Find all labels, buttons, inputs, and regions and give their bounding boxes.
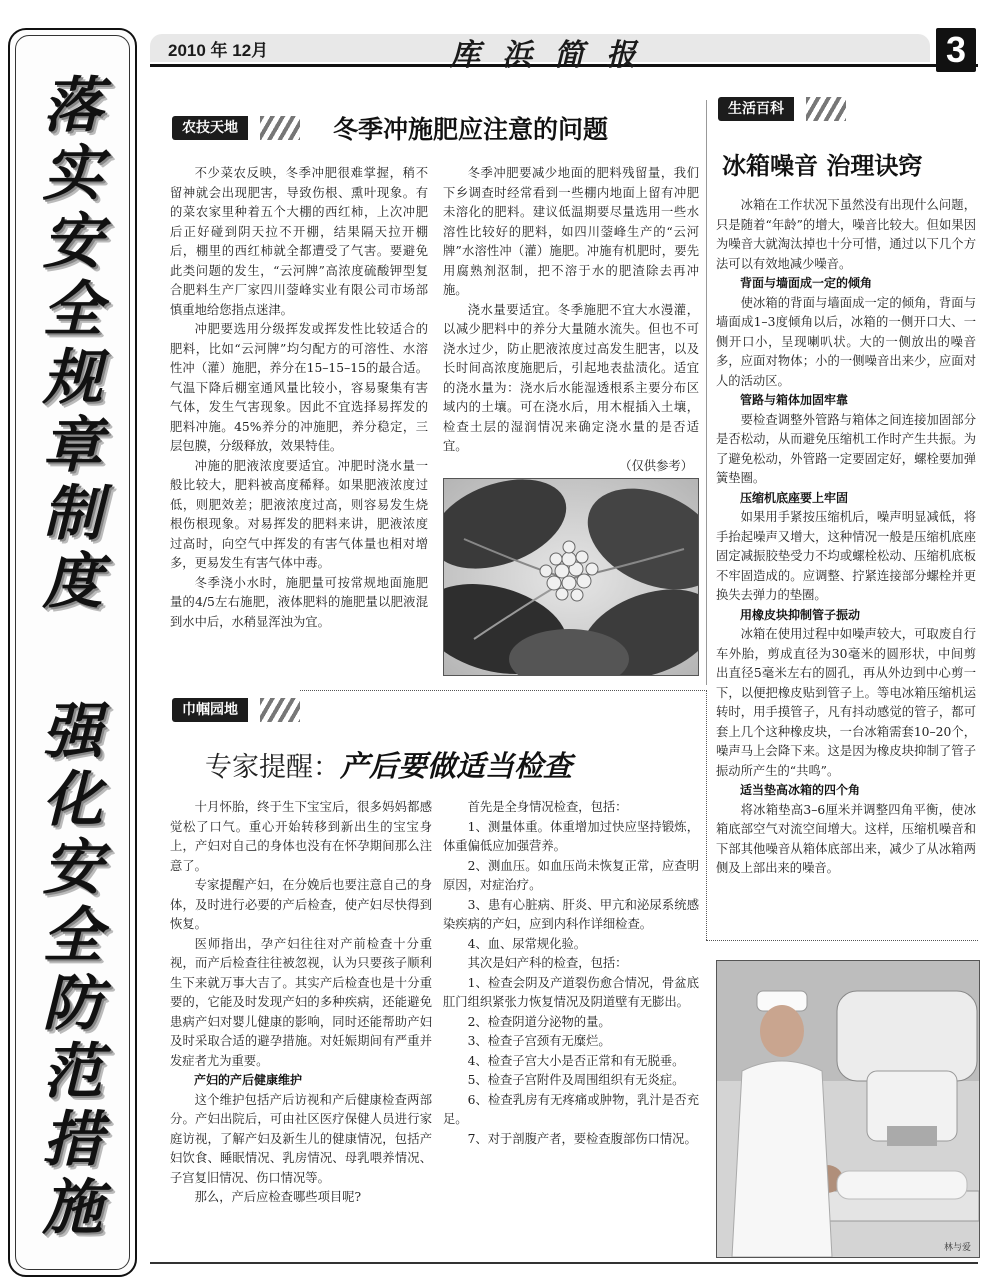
tip-heading: 适当垫高冰箱的四个角 [740,783,861,797]
section-divider-vertical [706,690,707,940]
column-divider [706,100,707,685]
paragraph: 那么，产后应检查哪些项目呢? [194,1190,362,1204]
slogan-char: 防 [42,969,103,1039]
list-item: 2、测血压。如血压尚未恢复正常，应查明原因，对症治疗。 [443,858,699,892]
slogan-char: 实 [42,139,103,209]
slogan-banner [8,28,137,1277]
slogan-char: 全 [42,275,103,345]
farm-column-2 [443,164,699,476]
paragraph: 冬季浇小水时，施肥量可按常规地面施肥量的4/5左右施肥，液体肥料的施肥量以肥液混到水中后，水稍显浑浊为宜。 [170,575,428,629]
farm-article-title: 冬季冲施肥应注意的问题 [333,115,609,144]
tag-slash-decoration [260,698,300,722]
paragraph: 冲施的肥液浓度要适宜。冲肥时浇水量一般比较大，肥料被高度稀释。如果肥液浓度过低，则肥效差；肥液浓度过高，则容易发生烧根伤根现象。对易挥发的肥料来讲，肥液浓度过高时，向空气中挥发的有害气体量也相对增多，更易发生有害气体中毒。 [170,458,428,570]
reference-note: （仅供参考） [619,458,693,473]
list-item: 4、检查子宫大小是否正常和有无脱垂。 [467,1053,685,1068]
slogan-char: 落 [42,71,103,141]
issue-date: 2010 年 12月 [168,41,269,60]
slogan-char: 安 [42,207,103,277]
subheading: 产妇的产后健康维护 [194,1073,303,1087]
slogan-char: 安 [42,833,103,903]
tip-body: 冰箱在使用过程中如噪声较大，可取废自行车外胎，剪成直径为30毫米的圆形状，中间剪出直径5毫米左右的圆孔，再从外边到中心剪一下，以便把橡皮贴到管子上。等电冰箱压缩机运转时，用手摸管子，凡有抖动感觉的管子，都可套上几个这种橡皮块，一台冰箱需套10–20个，噪声马上会降下来。这是因为橡皮块抑制了管子振动所产生的“共鸣”。 [716,627,976,778]
section-tag-farm: 农技天地 [172,116,248,140]
list-item: 7、对于剖腹产者，要检查腹部伤口情况。 [467,1131,697,1146]
women-article-title [205,744,572,785]
tag-slash-decoration [806,97,846,121]
paper-title: 库浜简报 [450,38,658,73]
tip-body: 要检查调整外管路与箱体之间连接加固部分是否松动，从而避免压缩机工作时产生共振。为了避免松动，外管路一定要固定好，螺栓要加弹簧垫圈。 [716,412,976,485]
tip-body: 将冰箱垫高3–6厘米并调整四角平衡，使冰箱底部空气对流空间增大。这样，压缩机噪音和下部其他噪音从箱体底部出来，减少了从冰箱两侧及上部出来的噪音。 [716,802,976,875]
paragraph: 冰箱在工作状况下虽然没有出现什么问题，只是随着“年龄”的增大，噪音比较大。但如果因为噪音大就淘汰掉也十分可惜，通过以下几个方法可以有效地减少噪音。 [716,198,976,271]
slogan-char: 施 [42,1173,103,1243]
tip-heading: 背面与墙面成一定的倾角 [740,276,873,290]
slogan-char: 范 [42,1037,103,1107]
paragraph: 首先是全身情况检查，包括： [467,800,628,814]
vegetable-photo [443,478,699,676]
tip-body: 如果用手紧按压缩机后，噪声明显减低，将手抬起噪声又增大，这种情况一般是压缩机底座固定减振胶垫受力不均或螺栓松动、压缩机底板不牢固造成的。应调整、拧紧连接部分螺栓并更换失去弹力的垫圈。 [716,510,976,602]
tip-body: 使冰箱的背面与墙面成一定的倾角，背面与墙面成1–3度倾角以后，冰箱的一侧开口大、一侧开口小，呈现喇叭状。大的一侧放出的噪音多，应面对物体；小的一侧噪音出来少，应面对人的活动区。 [716,295,976,388]
page-number: 3 [936,28,976,72]
slogan-line-1 [10,72,135,616]
slogan-char: 章 [42,411,103,481]
paragraph: 冲肥要选用分级挥发或挥发性比较适合的肥料，比如“云河牌”均匀配方的可溶性、水溶性冲（灌）施肥，养分在15–15–15的最合适。气温下降后棚室通风量比较小，容易聚集有害气体，发生气害现象。因此不宜选择易挥发的肥料冲施。45%养分的冲施肥，养分稳定，三层包膜，分级释放，效果特佳。 [170,322,428,453]
section-tag-life: 生活百科 [718,97,794,121]
vegetable-photo-illustration [444,479,698,675]
list-item: 1、检查会阴及产道裂伤愈合情况，骨盆底肛门组织紧张力恢复情况及阴道壁有无膨出。 [443,975,699,1009]
paragraph: 冬季冲肥要减少地面的肥料残留量，我们下乡调查时经常看到一些棚内地面上留有冲肥未溶化的肥料。建议低温期要尽量选用一些水溶性比较好的肥料，如四川蓥峰生产的“云河牌”水溶性冲（灌）施肥。冲施有机肥时，要先用腐熟剂沤制，把不溶于水的肥渣除去再冲施。 [443,166,699,297]
footer-rule [150,1262,978,1264]
title-main: 产后要做适当检查 [340,749,573,783]
paragraph: 专家提醒产妇，在分娩后也要注意自己的身体，及时进行必要的产后检查，使产妇尽快得到恢复。 [170,878,432,931]
tip-heading: 用橡皮块抑制管子振动 [740,607,861,622]
photo-credit: 林与爱 [943,1243,971,1253]
list-item: 4、血、尿常规化验。 [467,936,587,951]
life-article-title: 冰箱噪音 治理诀窍 [722,152,923,180]
paragraph: 不少菜农反映，冬季冲肥很难掌握，稍不留神就会出现肥害，导致伤根、熏叶现象。有的菜农家里种着五个大棚的西红柿，上次冲肥后正好碰到阴天拉不开棚，结果隔天拉开棚后，棚里的西红柿就全都遭受了气害。要避免此类问题的发生，“云河牌”高浓度硫酸钾型复合肥料生产厂家四川蓥峰实业有限公司市场部慎重地给您指点迷津。 [170,166,428,317]
list-item: 3、检查子宫颈有无糜烂。 [467,1034,611,1048]
section-tag-women: 巾帼园地 [172,698,248,722]
section-divider [706,940,978,941]
paragraph: 医师指出，孕产妇往往对产前检查十分重视，而产后检查往往被忽视，认为只要孩子顺利生下来就万事大吉了。其实产后检查也是十分重要的，它能及时发现产妇的多种疾病，还能避免患病产妇对婴儿健康的影响，同时还能帮助产妇及时采取合适的避孕措施。对妊娠期间有严重并发症者尤为重要。 [170,936,432,1068]
list-item: 2、检查阴道分泌物的量。 [467,1014,611,1029]
slogan-line-2 [10,698,135,1242]
medical-exam-illustration [717,961,979,1257]
slogan-char: 强 [42,697,103,767]
farm-column-1 [170,164,428,632]
list-item: 5、检查子宫附件及周围组织有无炎症。 [467,1073,685,1087]
slogan-char: 制 [42,479,103,549]
paragraph: 十月怀胎，终于生下宝宝后，很多妈妈都感觉松了口气。重心开始转移到新出生的宝宝身上，产妇对自己的身体也没有在怀孕期间那么注意了。 [170,800,432,873]
tip-heading: 压缩机底座要上牢固 [740,490,849,505]
tip-heading: 管路与箱体加固牢靠 [740,393,849,407]
slogan-char: 措 [42,1105,103,1175]
paragraph: 浇水量要适宜。冬季施肥不宜大水漫灌，以减少肥料中的养分大量随水流失。但也不可浇水过少，防止肥液浓度过高发生肥害，以及长时间高浓度施肥后，引起地表盐渍化。适宜的浇水量为：浇水后水能湿透根系主要分布区域内的土壤。可在浇水后，用木棍插入土壤，检查土层的湿润情况来确定浇水量的是否适宜。 [443,302,699,453]
life-column [716,196,976,879]
women-column-2 [443,798,699,1149]
title-prefix: 专家提醒： [205,752,340,783]
list-item: 3、患有心脏病、肝炎、甲亢和泌尿系统感染疾病的产妇，应到内科作详细检查。 [443,897,699,931]
slogan-char: 化 [42,765,103,835]
slogan-char: 全 [42,901,103,971]
medical-exam-photo [716,960,980,1258]
slogan-char: 度 [42,547,103,617]
paragraph: 这个维护包括产后访视和产后健康检查两部分。产妇出院后，可由社区医疗保健人员进行家庭访视，了解产妇及新生儿的健康情况，包括产妇饮食、睡眠情况、乳房情况、母乳喂养情况、子宫复旧情况、伤口情况等。 [170,1092,432,1185]
list-item: 6、检查乳房有无疼痛或肿物，乳汁是否充足。 [443,1092,699,1126]
tag-slash-decoration [260,116,300,140]
paragraph: 其次是妇产科的检查，包括： [467,956,628,970]
women-column-1 [170,798,432,1208]
section-divider [300,690,705,691]
list-item: 1、测量体重。体重增加过快应坚持锻炼，体重偏低应加强营养。 [443,819,699,853]
slogan-char: 规 [42,343,103,413]
